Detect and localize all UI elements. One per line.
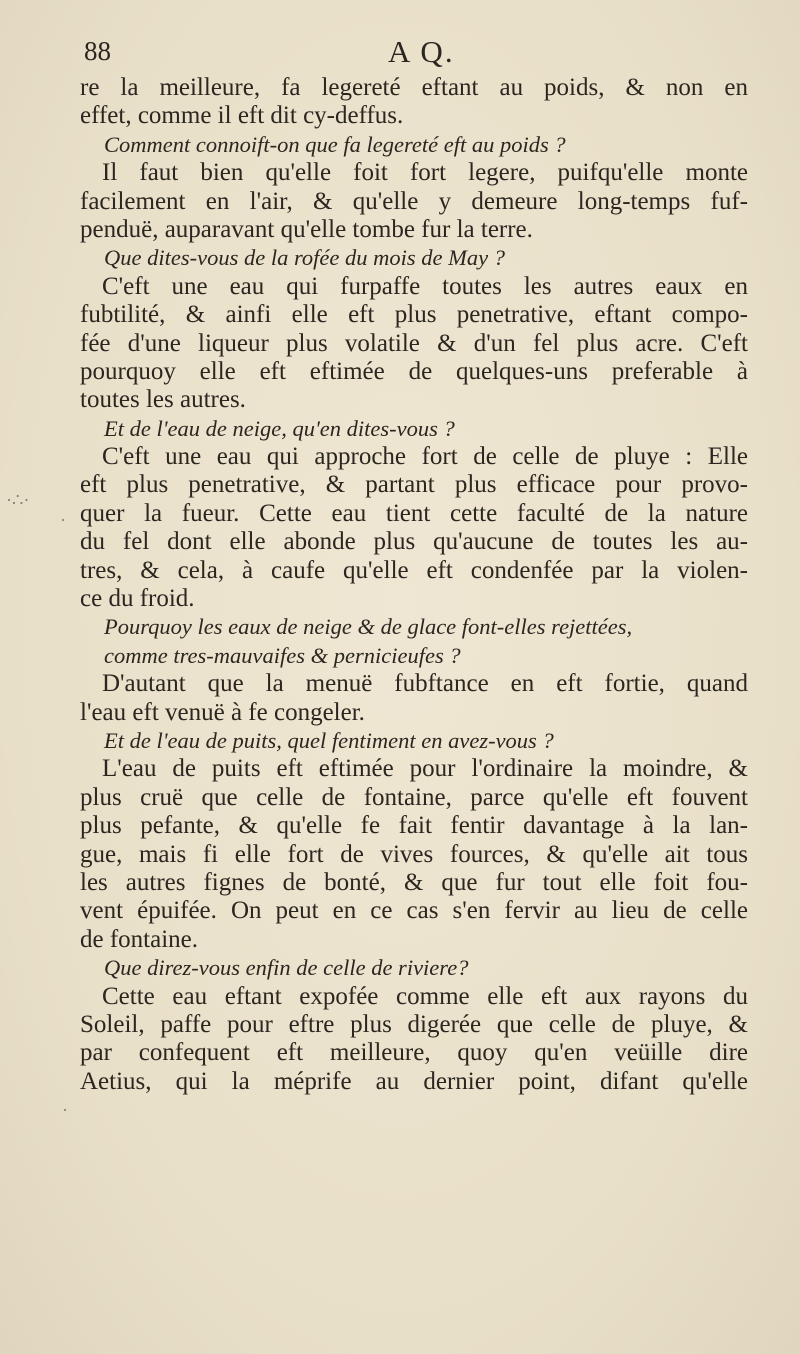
page-number: 88 [84,36,111,66]
text-line: C'eft une eau qui furpaffe toutes les autres eaux en [102,272,748,300]
text-line: fée d'une liqueur plus volatile & d'un fel plus acre. C'eft [80,329,748,357]
text-line: tres, & cela, à caufe qu'elle eft condenfée par la violen- [80,556,748,584]
text-line: fubtilité, & ainfi elle eft plus penetrative, eftant compo- [80,301,748,329]
text-line: quer la fueur. Cette eau tient cette faculté de la nature [80,499,748,527]
text-line: D'autant que la menuë fubftance en eft fortie, quand [102,670,748,698]
question-line: Comment connoift-on que fa legereté eft au poids ? [104,131,566,157]
text-line: penduë, auparavant qu'elle tombe fur la terre. [80,215,533,243]
question-line: Et de l'eau de neige, qu'en dites-vous ? [104,415,455,441]
text-line: Cette eau eftant expofée comme elle eft aux rayons du [102,982,748,1010]
text-line: Soleil, paffe pour eftre plus digerée que celle de pluye, & [80,1010,748,1038]
text-line: effet, comme il eft dit cy-deffus. [80,102,404,130]
text-line: toutes les autres. [80,386,246,414]
text-line: de fontaine. [80,925,199,953]
question-line: Que dites-vous de la rofée du mois de May ? [104,245,505,271]
margin-mark: ·∴· [6,490,30,510]
text-line: l'eau eft venuë à fe congeler. [80,698,365,726]
text-line: gue, mais fi elle fort de vives fources, & qu'elle ait tous [80,840,748,868]
page-header [84,34,744,74]
text-line: facilement en l'air, & qu'elle y demeure long-temps fuf- [80,187,748,215]
text-line: du fel dont elle abonde plus qu'aucune de toutes les au- [80,528,748,556]
question-line: Que direz-vous enfin de celle de riviere? [104,955,469,981]
text-line: eft plus penetrative, & partant plus efficace pour provo- [80,471,748,499]
text-line: par confequent eft meilleure, quoy qu'en veüille dire [80,1039,748,1067]
text-line: Aetius, qui la méprife au dernier point, difant qu'elle [80,1067,748,1095]
body-text [80,74,748,1096]
question-line: comme tres-mauvaifes & pernicieufes ? [104,642,461,668]
text-line: C'eft une eau qui approche fort de celle de pluye : Elle [102,443,748,471]
running-head: A Q. [388,34,455,69]
margin-mark: · [60,510,66,530]
text-line: ce du froid. [80,585,195,613]
text-line: re la meilleure, fa legereté eftant au poids, & non en [80,74,748,101]
text-line: L'eau de puits eft eftimée pour l'ordinaire la moindre, & [102,755,748,783]
text-line: plus cruë que celle de fontaine, parce qu'elle eft fouvent [80,783,748,811]
text-line: pourquoy elle eft eftimée de quelques-uns preferable à [80,357,748,385]
text-line: les autres fignes de bonté, & que fur tout elle foit fou- [80,868,748,896]
question-line: Et de l'eau de puits, quel fentiment en avez-vous ? [104,727,554,753]
question-line: Pourquoy les eaux de neige & de glace font-elles rejettées, [104,614,633,640]
text-line: vent épuifée. On peut en ce cas s'en fervir au lieu de celle [80,897,748,925]
text-line: plus pefante, & qu'elle fe fait fentir davantage à la lan- [80,812,748,840]
margin-mark: · [62,1100,68,1120]
text-line: Il faut bien qu'elle foit fort legere, puifqu'elle monte [102,159,748,187]
